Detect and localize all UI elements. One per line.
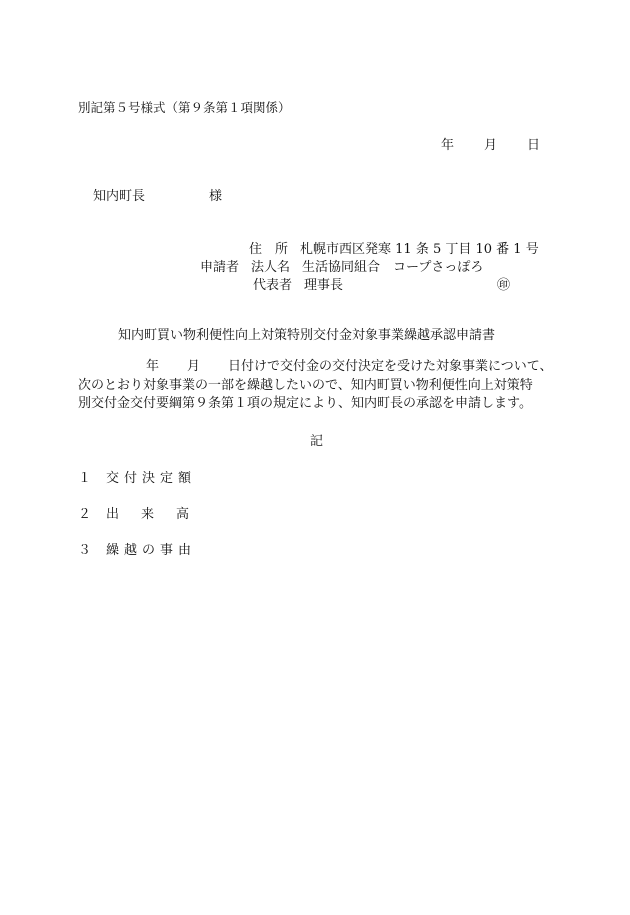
- body-line-1-text: 日付けで交付金の交付決定を受けた対象事業について、: [228, 359, 553, 374]
- applicant-rep-row: [253, 274, 343, 293]
- item-number: ２: [78, 507, 92, 522]
- body-date-year: 年: [146, 359, 160, 374]
- item-label: 交付決定額: [106, 471, 197, 486]
- list-item: [78, 539, 196, 558]
- body-line-1: [78, 358, 553, 377]
- body-paragraph: [78, 358, 553, 414]
- applicant-section-label: 申請者: [200, 260, 240, 275]
- date-year-label: 年: [441, 138, 455, 153]
- document-title: 知内町買い物利便性向上対策特別交付金対象事業繰越承認申請書: [118, 328, 496, 343]
- body-line-2: 次のとおり対象事業の一部を繰越したいので、知内町買い物利便性向上対策特: [78, 377, 533, 393]
- corp-value: 生活協同組合 コープさっぽろ: [302, 260, 484, 275]
- item-number: １: [78, 471, 92, 486]
- address-value: 札幌市西区発寒 11 条 5 丁目 10 番 1 号: [300, 242, 539, 257]
- addressee-honorific: 様: [209, 189, 223, 204]
- addressee-name: 知内町長: [93, 189, 146, 204]
- date-month-label: 月: [484, 138, 498, 153]
- seal-mark: ㊞: [497, 278, 511, 293]
- addressee: [93, 185, 222, 204]
- applicant-block: [0, 238, 630, 298]
- rep-label: 代表者: [253, 278, 293, 293]
- date-day-label: 日: [527, 138, 541, 153]
- body-line-3: 別交付金交付要綱第９条第１項の規定により、知内町長の承認を申請します。: [78, 396, 532, 411]
- item-label: 出来高: [106, 507, 212, 522]
- item-label: 繰越の事由: [106, 543, 197, 558]
- corp-label: 法人名: [251, 260, 291, 275]
- date-line: [441, 134, 540, 153]
- body-date-month: 月: [187, 359, 201, 374]
- item-number: ３: [78, 543, 92, 558]
- list-item: [78, 503, 211, 522]
- applicant-address-row: [249, 238, 539, 257]
- applicant-corp-row: [200, 256, 483, 275]
- list-item: [78, 467, 196, 486]
- form-label: 別記第５号様式（第９条第１項関係）: [78, 100, 291, 115]
- rep-value: 理事長: [304, 278, 344, 293]
- ki-heading: 記: [310, 434, 324, 449]
- address-label: 住 所: [249, 242, 289, 257]
